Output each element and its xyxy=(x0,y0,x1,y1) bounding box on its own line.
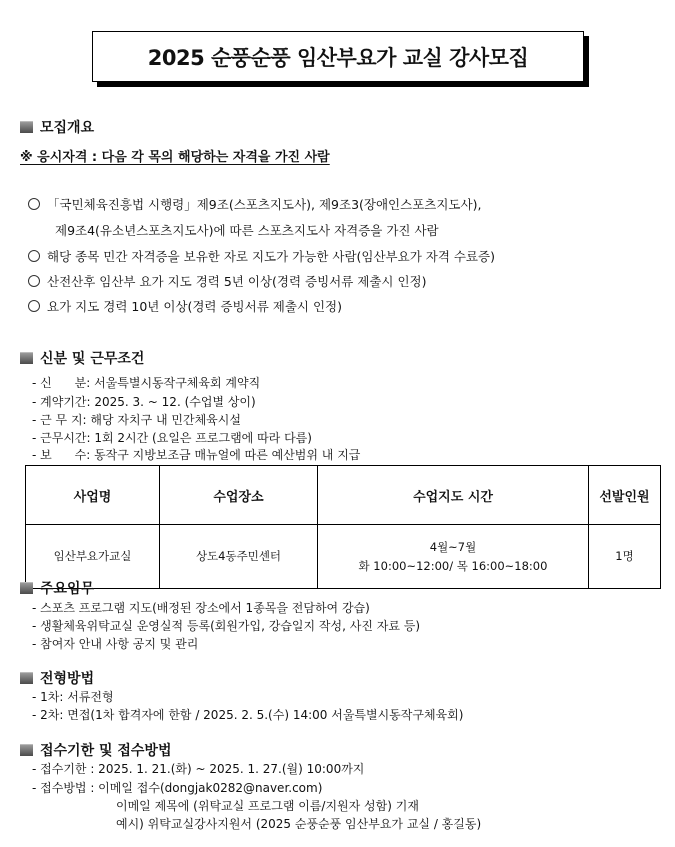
square-bullet-icon xyxy=(20,672,33,684)
square-bullet-icon xyxy=(20,744,33,756)
circle-bullet-icon xyxy=(28,300,40,312)
header-place: 수업장소 xyxy=(160,466,318,525)
condition-pay: - 보 수: 동작구 지방보조금 매뉴얼에 따른 예산범위 내 지급 xyxy=(32,448,361,462)
selection-step-1: - 1차: 서류전형 xyxy=(32,690,114,704)
application-method: - 접수방법 : 이메일 접수(dongjak0282@naver.com) xyxy=(32,781,323,795)
qualification-item-4: 요가 지도 경력 10년 이상(경력 증빙서류 제출시 인정) xyxy=(28,297,342,315)
duty-item-1: - 스포츠 프로그램 지도(배정된 장소에서 1종목을 전담하여 강습) xyxy=(32,601,370,615)
section-conditions-heading xyxy=(20,348,144,368)
condition-hours: - 근무시간: 1회 2시간 (요일은 프로그램에 따라 다름) xyxy=(32,431,312,445)
section-selection-title: 전형방법 xyxy=(40,671,95,687)
section-selection-heading xyxy=(20,668,94,688)
cell-time-schedule: 화 10:00~12:00/ 목 16:00~18:00 xyxy=(358,558,548,573)
selection-step-2: - 2차: 면접(1차 합격자에 한함 / 2025. 2. 5.(수) 14:00 서울특별시동작구체육회) xyxy=(32,708,464,722)
circle-bullet-icon xyxy=(28,275,40,287)
condition-location: - 근 무 지: 해당 자치구 내 민간체육시설 xyxy=(32,413,241,427)
circle-bullet-icon xyxy=(28,250,40,262)
header-count: 선발인원 xyxy=(589,466,661,525)
qualification-item-3: 산전산후 임산부 요가 지도 경력 5년 이상(경력 증빙서류 제출시 인정) xyxy=(28,272,427,290)
table-header-row xyxy=(26,466,661,525)
program-table xyxy=(25,465,661,589)
circle-bullet-icon xyxy=(28,198,40,210)
cell-time xyxy=(318,525,589,589)
square-bullet-icon xyxy=(20,121,33,133)
cell-time-months: 4월~7월 xyxy=(429,539,477,554)
application-method-example: 예시) 위탁교실강사지원서 (2025 순풍순풍 임산부요가 교실 / 홍길동) xyxy=(116,817,482,831)
page-title: 2025 순풍순풍 임산부요가 교실 강사모집 xyxy=(147,45,529,70)
duty-item-2: - 생활체육위탁교실 운영실적 등록(회원가입, 강습일지 작성, 사진 자료 등) xyxy=(32,619,421,633)
table-row xyxy=(26,525,661,589)
qualification-item-1: 「국민체육진흥법 시행령」제9조(스포츠지도사), 제9조3(장애인스포츠지도사), xyxy=(28,195,481,213)
title-box xyxy=(92,31,584,82)
application-method-subject: 이메일 제목에 (위탁교실 프로그램 이름/지원자 성함) 기재 xyxy=(116,799,419,813)
section-duties-heading xyxy=(20,578,94,598)
header-program-name: 사업명 xyxy=(26,466,160,525)
condition-period: - 계약기간: 2025. 3. ~ 12. (수업별 상이) xyxy=(32,395,256,409)
section-application-title: 접수기한 및 접수방법 xyxy=(40,743,172,759)
qualification-item-2: 해당 종목 민간 자격증을 보유한 자로 지도가 가능한 사람(임산부요가 자격 수료증) xyxy=(28,247,495,265)
cell-count: 1명 xyxy=(589,525,661,589)
header-time: 수업지도 시간 xyxy=(318,466,589,525)
section-conditions-title: 신분 및 근무조건 xyxy=(40,351,145,367)
section-application-heading xyxy=(20,740,171,760)
section-duties-title: 주요임무 xyxy=(40,581,95,597)
cell-program-name: 임산부요가교실 xyxy=(26,525,160,589)
application-deadline: - 접수기한 : 2025. 1. 21.(화) ~ 2025. 1. 27.(월) 10:00까지 xyxy=(32,762,365,776)
qualification-note: ※ 응시자격 : 다음 각 목의 해당하는 자격을 가진 사람 xyxy=(20,150,330,165)
condition-status: - 신 분: 서울특별시동작구체육회 계약직 xyxy=(32,376,261,390)
cell-place: 상도4동주민센터 xyxy=(160,525,318,589)
qualification-item-1-cont: 제9조4(유소년스포츠지도사)에 따른 스포츠지도사 자격증을 가진 사람 xyxy=(55,223,439,238)
square-bullet-icon xyxy=(20,352,33,364)
square-bullet-icon xyxy=(20,582,33,594)
duty-item-3: - 참여자 안내 사항 공지 및 관리 xyxy=(32,637,199,651)
section-overview-heading xyxy=(20,117,94,137)
section-overview-title: 모집개요 xyxy=(40,120,95,136)
